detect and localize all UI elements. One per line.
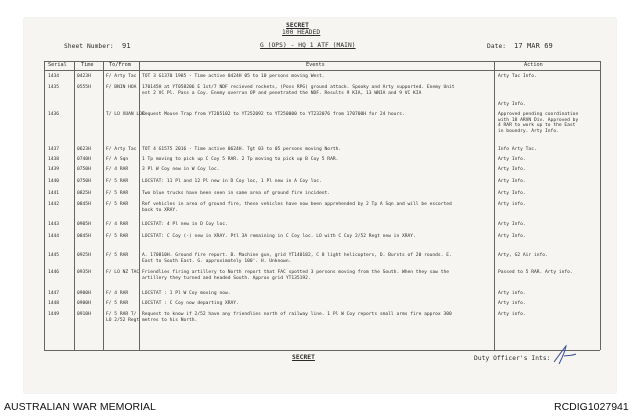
- row-time: 0925H: [77, 253, 91, 258]
- row-time: 0750H: [77, 167, 91, 172]
- col-header-tofrom: To/From: [109, 62, 131, 68]
- row-time: 0740H: [77, 157, 91, 162]
- row-action: Arty info.: [498, 202, 526, 207]
- row-tofrom: F/ 5 RAR: [106, 253, 129, 258]
- date-value: 17 MAR 69: [514, 42, 553, 50]
- row-events: 170145H at YT058206 E 1st/7 NDF recieved rockets, (Poss RPG) ground attack. Spooky and Arty supported. Enemy Unit est 2 VC Pl. Pass a Coy. Enemy overrun OP and penetrated the NDF. Results 9 KIA, 13 WNIA and 9 VC KIA: [142, 85, 455, 96]
- col-header-time: Time: [81, 62, 94, 68]
- classification-sub: 100 HEADED: [282, 29, 321, 36]
- row-action: Arty info.: [498, 291, 526, 296]
- row-time: 0623H: [77, 147, 91, 152]
- footer-bar: [0, 395, 640, 417]
- row-action: Arty Info.: [498, 191, 526, 196]
- row-tofrom: F/ LO NZ TAC: [106, 270, 140, 275]
- row-time: 0845H: [77, 234, 91, 239]
- row-tofrom: F/ A Sqn: [106, 157, 129, 162]
- row-events: TOT 3 G1370 1985 - Time active 0424H 05 to 10 persons moving West.: [142, 74, 325, 79]
- row-serial: 1446: [48, 270, 60, 275]
- date-label: Date:: [487, 43, 507, 50]
- row-time: 0910H: [77, 312, 91, 317]
- row-tofrom: T/ LO XUAN LOC: [106, 112, 145, 117]
- row-action: Arty Tac Info.: [498, 74, 537, 79]
- row-time: 0555H: [77, 85, 91, 90]
- row-serial: 1444: [48, 234, 60, 239]
- row-serial: 1435: [48, 85, 60, 90]
- row-action: Arty, G2 Air info.: [498, 253, 548, 258]
- row-serial: 1442: [48, 202, 60, 207]
- row-serial: 1440: [48, 179, 60, 184]
- row-tofrom: F/ 5 RAR: [106, 191, 129, 196]
- row-tofrom: F/ 5 RAR: [106, 234, 129, 239]
- row-action: Arty Info.: [498, 157, 526, 162]
- row-tofrom: F/ 4 RAR: [106, 167, 129, 172]
- row-events: LOCSTAT: 4 Pl new in D Coy loc.: [142, 222, 228, 227]
- row-events: Request to know if 2/52 have any friendlies north of railway line. 1 Pl W Coy reports small arms fire approx 300 metres to his North.: [142, 312, 452, 323]
- row-tofrom: F/ 5 RAR: [106, 179, 129, 184]
- sheet-number: 91: [122, 42, 131, 50]
- row-events: Request Mouse Trap from YT205102 to YT252092 to YT250000 to YT232076 from 170700H for 24 hours.: [142, 112, 405, 117]
- row-serial: 1441: [48, 191, 60, 196]
- row-action: Arty Info.: [498, 234, 526, 239]
- row-events: LOCSTAT : 1 Pl W Coy moving now.: [142, 291, 231, 296]
- row-time: 0825H: [77, 191, 91, 196]
- row-action: Approved pending coordination with 18 ARVN Div. Approved by 4 RAR to work up to the East in boundry. Arty Info.: [498, 112, 579, 134]
- row-serial: 1434: [48, 74, 60, 79]
- row-tofrom: F/ 5 RAR: [106, 301, 129, 306]
- unit-title: G (OPS) - HQ 1 ATF (MAIN): [260, 42, 356, 49]
- row-tofrom: F/ 5 RAR: [106, 202, 129, 207]
- row-time: 0423H: [77, 74, 91, 79]
- row-serial: 1449: [48, 312, 60, 317]
- row-tofrom: F/ 4 RAR: [106, 291, 129, 296]
- row-action: Arty Info.: [498, 222, 526, 227]
- row-events: TOT 4 G1575 2016 - Time active 0624H. Tgt 03 to 05 persons moving North.: [142, 147, 342, 152]
- row-events: A. 170810H. Ground fire report. B. Machine gun, grid YT140182, C 8 light helicopters, D. Bursts of 20 rounds. E. East to South East. G. approximately 100'. H. Unknown.: [142, 253, 452, 264]
- row-action: Arty info.: [498, 312, 526, 317]
- row-time: 0750H: [77, 179, 91, 184]
- row-action: Arty Info.: [498, 179, 526, 184]
- row-action: Arty Info.: [498, 102, 526, 107]
- row-events: LOCSTAT: 11 Pl and 12 Pl new in D Coy loc, 1 Pl new in A Coy loc.: [142, 179, 322, 184]
- row-tofrom: F/ Arty Tac: [106, 74, 137, 79]
- col-header-events: Events: [306, 62, 325, 68]
- col-header-serial: Serial: [48, 62, 67, 68]
- footer-left: AUSTRALIAN WAR MEMORIAL: [4, 401, 156, 413]
- row-tofrom: F/ 5 RAR T/ LO 2/52 Regt: [106, 312, 140, 323]
- row-time: 0905H: [77, 222, 91, 227]
- row-time: 0900H: [77, 301, 91, 306]
- row-events: 1 Tp moving to pick up C Coy 5 RAR. 2 Tp moving to pick up B Coy 5 RAR.: [142, 157, 339, 162]
- row-serial: 1445: [48, 253, 60, 258]
- row-serial: 1447: [48, 291, 60, 296]
- footer-right: RCDIG1027941: [554, 401, 629, 413]
- sheet-number-label: Sheet Number:: [64, 43, 114, 50]
- row-serial: 1443: [48, 222, 60, 227]
- row-events: Friendlies firing artillery to North report that FAC spotted 3 persons moving from the South. When they saw the artillery they turned and headed South. Approx grid YT135192.: [142, 270, 449, 281]
- classification-bottom: SECRET: [292, 354, 315, 361]
- row-serial: 1448: [48, 301, 60, 306]
- row-events: 3 Pl W Coy new in W Coy loc.: [142, 167, 220, 172]
- row-serial: 1439: [48, 167, 60, 172]
- initials-signature: [550, 344, 580, 366]
- row-events: LOCSTAT : C Coy now departing XRAY.: [142, 301, 239, 306]
- log-sheet: [24, 18, 616, 393]
- col-header-action: Action: [524, 62, 543, 68]
- row-time: 0845H: [77, 202, 91, 207]
- classification-top: SECRET: [286, 22, 309, 29]
- row-action: Arty info.: [498, 301, 526, 306]
- row-action: Info Arty Tac.: [498, 147, 537, 152]
- row-events: Two blue trucks have been seen in same area of ground fire incident.: [142, 191, 331, 196]
- row-action: Arty Info.: [498, 167, 526, 172]
- row-serial: 1437: [48, 147, 60, 152]
- row-serial: 1438: [48, 157, 60, 162]
- row-tofrom: F/ Arty Tac: [106, 147, 137, 152]
- row-events: Ref vehicles in area of ground fire, these vehicles have now been apprehended by 2 Tp A Sqn and will be escorted back to XRAY.: [142, 202, 452, 213]
- row-action: Passed to 5 RAR. Arty info.: [498, 270, 573, 275]
- row-time: 0900H: [77, 291, 91, 296]
- row-events: LOCSTAT: C Coy (-) new in XRAY. Ptl 3A remaining in C Coy loc. LO with C Coy 2/52 Regt new in XRAY.: [142, 234, 416, 239]
- row-tofrom: F/ BNIN HOA: [106, 85, 137, 90]
- row-serial: 1436: [48, 112, 60, 117]
- duty-officer-label: Duty Officer's Ints:: [474, 355, 551, 362]
- row-time: 0935H: [77, 270, 91, 275]
- row-tofrom: F/ 4 RAR: [106, 222, 129, 227]
